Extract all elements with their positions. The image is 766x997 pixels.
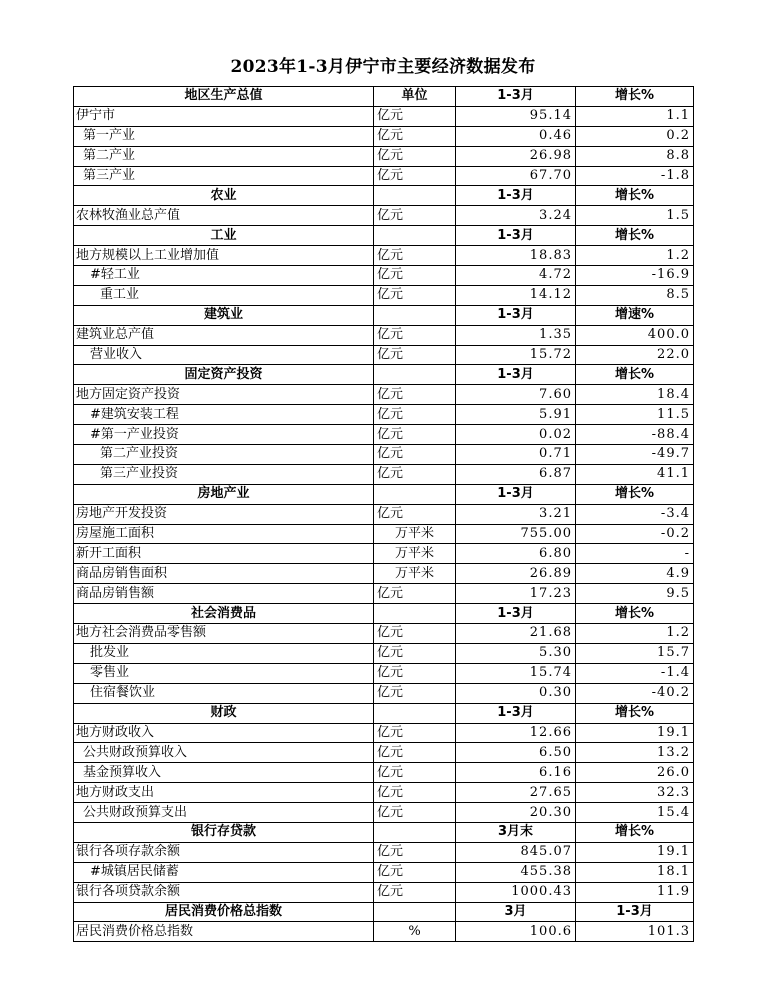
table-row <box>74 345 694 365</box>
row-value: 4.72 <box>456 266 576 286</box>
row-value: 100.6 <box>456 922 576 942</box>
row-label: 第三产业 <box>74 166 374 186</box>
unit-header <box>374 703 456 723</box>
table-row <box>74 723 694 743</box>
section-header-row <box>74 226 694 246</box>
row-growth: 1.1 <box>576 106 694 126</box>
row-label: 农林牧渔业总产值 <box>74 206 374 226</box>
period-header: 1-3月 <box>456 87 576 107</box>
row-unit: 亿元 <box>374 743 456 763</box>
growth-header: 增长% <box>576 365 694 385</box>
unit-header <box>374 604 456 624</box>
row-unit: 亿元 <box>374 803 456 823</box>
row-value: 26.98 <box>456 146 576 166</box>
row-label: 房地产开发投资 <box>74 504 374 524</box>
row-value: 21.68 <box>456 624 576 644</box>
table-row <box>74 663 694 683</box>
row-growth: 19.1 <box>576 723 694 743</box>
section-title: 工业 <box>74 226 374 246</box>
row-unit: 亿元 <box>374 345 456 365</box>
row-growth: -40.2 <box>576 683 694 703</box>
row-label: 住宿餐饮业 <box>74 683 374 703</box>
row-unit: 亿元 <box>374 683 456 703</box>
row-value: 5.30 <box>456 643 576 663</box>
row-value: 7.60 <box>456 385 576 405</box>
row-value: 6.80 <box>456 544 576 564</box>
row-growth: 11.5 <box>576 405 694 425</box>
row-label: 建筑业总产值 <box>74 325 374 345</box>
row-growth: 1.2 <box>576 246 694 266</box>
row-unit: 亿元 <box>374 504 456 524</box>
row-label: 地方规模以上工业增加值 <box>74 246 374 266</box>
row-label: 地方固定资产投资 <box>74 385 374 405</box>
table-row <box>74 166 694 186</box>
row-unit: 亿元 <box>374 643 456 663</box>
period-header: 1-3月 <box>456 305 576 325</box>
row-label: 房屋施工面积 <box>74 524 374 544</box>
row-unit: % <box>374 922 456 942</box>
row-unit: 亿元 <box>374 464 456 484</box>
row-unit: 亿元 <box>374 763 456 783</box>
table-body <box>74 87 694 942</box>
page-title: 2023年1-3月伊宁市主要经济数据发布 <box>230 57 536 77</box>
row-label: 商品房销售面积 <box>74 564 374 584</box>
row-growth: -88.4 <box>576 425 694 445</box>
growth-header: 增长% <box>576 87 694 107</box>
row-growth: 19.1 <box>576 842 694 862</box>
growth-header: 1-3月 <box>576 902 694 922</box>
table-row <box>74 882 694 902</box>
row-growth: - <box>576 544 694 564</box>
row-unit: 亿元 <box>374 862 456 882</box>
row-unit: 万平米 <box>374 564 456 584</box>
row-label: 公共财政预算支出 <box>74 803 374 823</box>
row-growth: 400.0 <box>576 325 694 345</box>
row-growth: 18.4 <box>576 385 694 405</box>
table-row <box>74 246 694 266</box>
row-value: 27.65 <box>456 783 576 803</box>
row-growth: 4.9 <box>576 564 694 584</box>
unit-header <box>374 226 456 246</box>
growth-header: 增长% <box>576 822 694 842</box>
unit-header <box>374 186 456 206</box>
row-label: #第一产业投资 <box>74 425 374 445</box>
row-label: #建筑安装工程 <box>74 405 374 425</box>
row-value: 1000.43 <box>456 882 576 902</box>
row-value: 95.14 <box>456 106 576 126</box>
row-unit: 亿元 <box>374 266 456 286</box>
table-row <box>74 683 694 703</box>
row-unit: 亿元 <box>374 405 456 425</box>
row-unit: 亿元 <box>374 783 456 803</box>
unit-header <box>374 484 456 504</box>
row-growth: 9.5 <box>576 584 694 604</box>
row-growth: -1.4 <box>576 663 694 683</box>
growth-header: 增长% <box>576 186 694 206</box>
row-value: 17.23 <box>456 584 576 604</box>
period-header: 3月末 <box>456 822 576 842</box>
section-header-row <box>74 484 694 504</box>
section-title: 社会消费品 <box>74 604 374 624</box>
period-header: 3月 <box>456 902 576 922</box>
table-row <box>74 325 694 345</box>
section-title: 居民消费价格总指数 <box>74 902 374 922</box>
section-title: 房地产业 <box>74 484 374 504</box>
section-header-row <box>74 305 694 325</box>
row-growth: -0.2 <box>576 524 694 544</box>
row-label: 地方财政支出 <box>74 783 374 803</box>
table-row <box>74 643 694 663</box>
row-growth: 1.2 <box>576 624 694 644</box>
row-unit: 亿元 <box>374 246 456 266</box>
table-row <box>74 464 694 484</box>
row-growth: 22.0 <box>576 345 694 365</box>
row-unit: 亿元 <box>374 325 456 345</box>
row-growth: 8.5 <box>576 285 694 305</box>
row-value: 20.30 <box>456 803 576 823</box>
table-row <box>74 803 694 823</box>
row-unit: 万平米 <box>374 544 456 564</box>
row-growth: 32.3 <box>576 783 694 803</box>
row-label: #轻工业 <box>74 266 374 286</box>
row-growth: 13.2 <box>576 743 694 763</box>
row-value: 3.24 <box>456 206 576 226</box>
row-value: 5.91 <box>456 405 576 425</box>
row-label: 零售业 <box>74 663 374 683</box>
section-title: 固定资产投资 <box>74 365 374 385</box>
table-row <box>74 206 694 226</box>
section-header-row <box>74 87 694 107</box>
row-label: 商品房销售额 <box>74 584 374 604</box>
row-value: 0.71 <box>456 445 576 465</box>
row-growth: 0.2 <box>576 126 694 146</box>
unit-header <box>374 365 456 385</box>
economic-data-table <box>73 86 694 942</box>
table-row <box>74 385 694 405</box>
row-growth: -16.9 <box>576 266 694 286</box>
section-title: 财政 <box>74 703 374 723</box>
row-unit: 亿元 <box>374 624 456 644</box>
growth-header: 增速% <box>576 305 694 325</box>
row-unit: 亿元 <box>374 842 456 862</box>
row-value: 18.83 <box>456 246 576 266</box>
growth-header: 增长% <box>576 484 694 504</box>
section-header-row <box>74 365 694 385</box>
row-value: 6.87 <box>456 464 576 484</box>
row-unit: 亿元 <box>374 723 456 743</box>
table-row <box>74 524 694 544</box>
table-row <box>74 405 694 425</box>
growth-header: 增长% <box>576 703 694 723</box>
row-value: 845.07 <box>456 842 576 862</box>
section-header-row <box>74 186 694 206</box>
table-row <box>74 862 694 882</box>
row-growth: 15.4 <box>576 803 694 823</box>
section-title: 银行存贷款 <box>74 822 374 842</box>
row-unit: 亿元 <box>374 663 456 683</box>
table-row <box>74 504 694 524</box>
row-label: 批发业 <box>74 643 374 663</box>
row-value: 12.66 <box>456 723 576 743</box>
row-unit: 亿元 <box>374 126 456 146</box>
row-label: 基金预算收入 <box>74 763 374 783</box>
row-unit: 亿元 <box>374 166 456 186</box>
row-label: #城镇居民储蓄 <box>74 862 374 882</box>
row-growth: 101.3 <box>576 922 694 942</box>
row-label: 营业收入 <box>74 345 374 365</box>
row-unit: 亿元 <box>374 146 456 166</box>
table-row <box>74 564 694 584</box>
table-row <box>74 146 694 166</box>
row-label: 重工业 <box>74 285 374 305</box>
unit-header <box>374 822 456 842</box>
section-title: 建筑业 <box>74 305 374 325</box>
table-row <box>74 842 694 862</box>
period-header: 1-3月 <box>456 703 576 723</box>
row-value: 0.46 <box>456 126 576 146</box>
row-unit: 亿元 <box>374 584 456 604</box>
row-value: 755.00 <box>456 524 576 544</box>
unit-header <box>374 305 456 325</box>
row-label: 新开工面积 <box>74 544 374 564</box>
period-header: 1-3月 <box>456 226 576 246</box>
row-value: 0.30 <box>456 683 576 703</box>
row-value: 15.74 <box>456 663 576 683</box>
period-header: 1-3月 <box>456 604 576 624</box>
section-title: 地区生产总值 <box>74 87 374 107</box>
section-header-row <box>74 604 694 624</box>
row-unit: 亿元 <box>374 285 456 305</box>
row-growth: 18.1 <box>576 862 694 882</box>
row-label: 地方社会消费品零售额 <box>74 624 374 644</box>
table-row <box>74 285 694 305</box>
section-title: 农业 <box>74 186 374 206</box>
table-row <box>74 743 694 763</box>
table-row <box>74 922 694 942</box>
row-growth: 41.1 <box>576 464 694 484</box>
section-header-row <box>74 902 694 922</box>
row-label: 伊宁市 <box>74 106 374 126</box>
table-row <box>74 544 694 564</box>
row-growth: 8.8 <box>576 146 694 166</box>
table-row <box>74 624 694 644</box>
section-header-row <box>74 822 694 842</box>
row-unit: 亿元 <box>374 385 456 405</box>
period-header: 1-3月 <box>456 186 576 206</box>
row-unit: 亿元 <box>374 106 456 126</box>
row-growth: -1.8 <box>576 166 694 186</box>
table-row <box>74 783 694 803</box>
period-header: 1-3月 <box>456 365 576 385</box>
row-value: 6.16 <box>456 763 576 783</box>
row-growth: -49.7 <box>576 445 694 465</box>
row-unit: 亿元 <box>374 445 456 465</box>
row-value: 3.21 <box>456 504 576 524</box>
table-row <box>74 266 694 286</box>
table-row <box>74 763 694 783</box>
row-unit: 亿元 <box>374 206 456 226</box>
row-growth: 1.5 <box>576 206 694 226</box>
row-unit: 亿元 <box>374 425 456 445</box>
row-label: 第二产业 <box>74 146 374 166</box>
row-growth: 15.7 <box>576 643 694 663</box>
row-label: 银行各项贷款余额 <box>74 882 374 902</box>
row-value: 26.89 <box>456 564 576 584</box>
section-header-row <box>74 703 694 723</box>
row-label: 第二产业投资 <box>74 445 374 465</box>
table-row <box>74 425 694 445</box>
row-growth: 26.0 <box>576 763 694 783</box>
row-value: 14.12 <box>456 285 576 305</box>
row-label: 居民消费价格总指数 <box>74 922 374 942</box>
table-row <box>74 106 694 126</box>
row-label: 地方财政收入 <box>74 723 374 743</box>
row-value: 6.50 <box>456 743 576 763</box>
row-label: 银行各项存款余额 <box>74 842 374 862</box>
row-unit: 亿元 <box>374 882 456 902</box>
table-row <box>74 584 694 604</box>
row-value: 1.35 <box>456 325 576 345</box>
row-growth: 11.9 <box>576 882 694 902</box>
row-label: 第一产业 <box>74 126 374 146</box>
table-row <box>74 126 694 146</box>
row-value: 67.70 <box>456 166 576 186</box>
row-value: 0.02 <box>456 425 576 445</box>
row-value: 15.72 <box>456 345 576 365</box>
unit-header: 单位 <box>374 87 456 107</box>
unit-header <box>374 902 456 922</box>
row-label: 公共财政预算收入 <box>74 743 374 763</box>
row-unit: 万平米 <box>374 524 456 544</box>
period-header: 1-3月 <box>456 484 576 504</box>
table-row <box>74 445 694 465</box>
row-growth: -3.4 <box>576 504 694 524</box>
growth-header: 增长% <box>576 604 694 624</box>
row-label: 第三产业投资 <box>74 464 374 484</box>
row-value: 455.38 <box>456 862 576 882</box>
growth-header: 增长% <box>576 226 694 246</box>
